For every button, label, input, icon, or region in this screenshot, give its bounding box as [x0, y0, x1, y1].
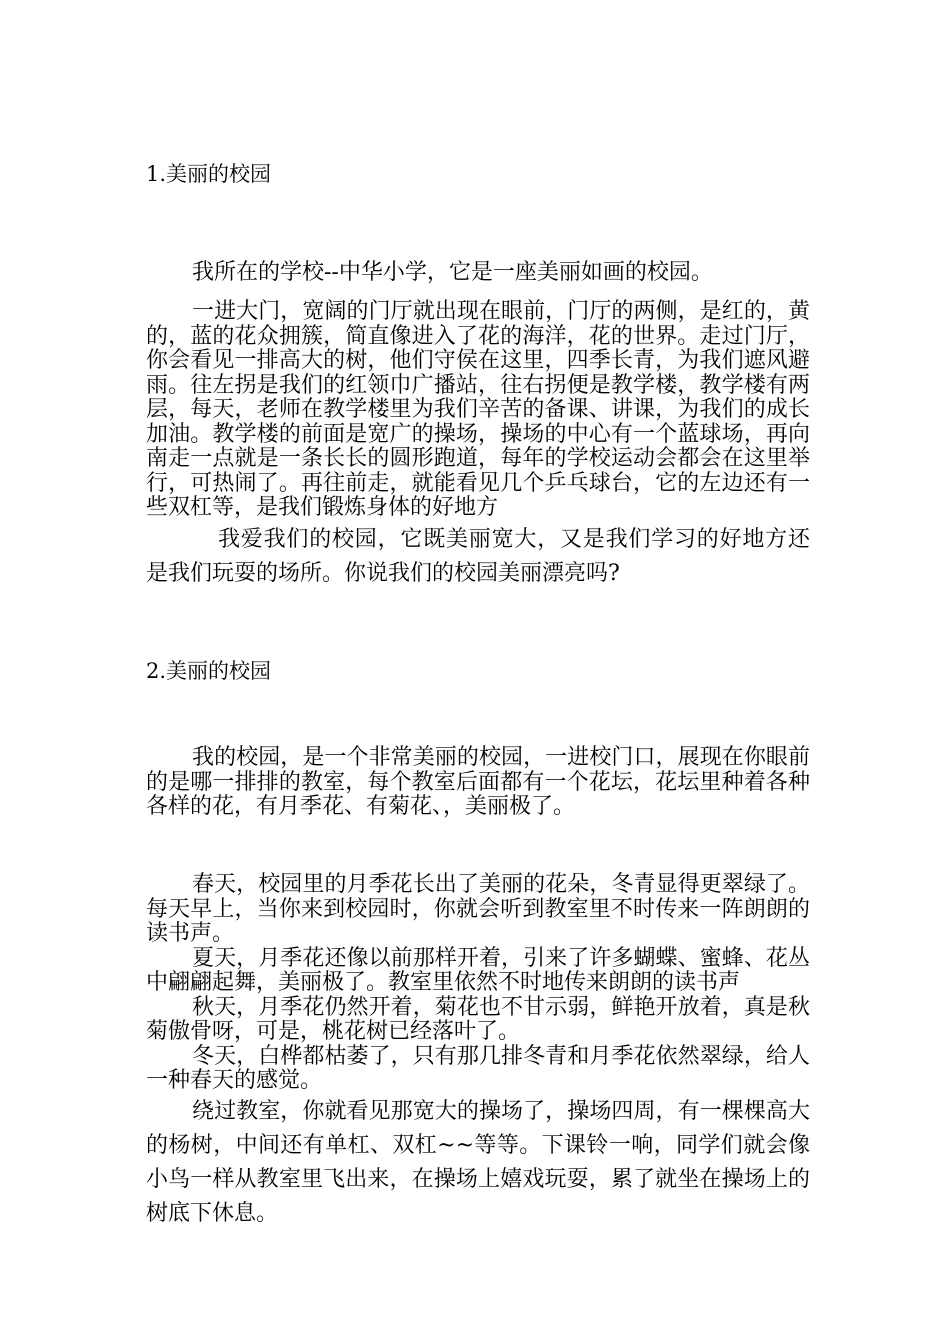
paragraph: 我所在的学校--中华小学，它是一座美丽如画的校园。 — [192, 260, 713, 285]
section-2-seasons — [146, 873, 810, 1094]
paragraph-summer: 夏天，月季花还像以前那样开着，引来了许多蝴蝶、蜜蜂、花丛中翩翩起舞，美丽极了。教室里依然不时地传来朗朗的读书声 — [146, 945, 810, 995]
section-2-intro — [146, 746, 810, 820]
section-1-intro — [146, 261, 810, 286]
paragraph: 我爱我们的校园，它既美丽宽大，又是我们学习的好地方还是我们玩耍的场所。你说我们的校园美丽漂亮吗? — [146, 527, 810, 586]
paragraph: 我的校园，是一个非常美丽的校园，一进校门口，展现在你眼前的是哪一排排的教室，每个教室后面都有一个花坛，花坛里种着各种各样的花，有月季花、有菊花、，美丽极了。 — [146, 745, 810, 819]
paragraph: 绕过教室，你就看见那宽大的操场了，操场四周，有一棵棵高大的杨树，中间还有单杠、双杠~~等等。下课铃一响，同学们就会像小鸟一样从教室里飞出来，在操场上嬉戏玩耍，累了就坐在操场上的树底下休息。 — [146, 1099, 810, 1226]
section-2-title: 2.美丽的校园 — [146, 659, 272, 683]
paragraph-spring: 春天，校园里的月季花长出了美丽的花朵，冬青显得更翠绿了。每天早上，当你来到校园时，你就会听到教室里不时传来一阵朗朗的读书声。 — [146, 872, 810, 946]
paragraph-winter: 冬天，白桦都枯萎了，只有那几排冬青和月季花依然翠绿，给人一种春天的感觉。 — [146, 1043, 810, 1093]
section-1-body — [146, 300, 810, 521]
section-1-title: 1.美丽的校园 — [146, 162, 272, 186]
paragraph-autumn: 秋天，月季花仍然开着，菊花也不甘示弱，鲜艳开放着，真是秋菊傲骨呀，可是，桃花树已经落叶了。 — [146, 994, 810, 1044]
section-1-closing — [146, 523, 810, 591]
section-2-playground — [146, 1095, 810, 1231]
paragraph: 一进大门，宽阔的门厅就出现在眼前，门厅的两侧，是红的，黄的，蓝的花众拥簇，简直像进入了花的海洋，花的世界。走过门厅，你会看见一排高大的树，他们守侯在这里，四季长青，为我们遮风避雨。往左拐是我们的红领巾广播站，往右拐便是教学楼，教学楼有两层，每天，老师在教学楼里为我们辛苦的备课、讲课，为我们的成长加油。教学楼的前面是宽广的操场，操场的中心有一个蓝球场，再向南走一点就是一条长长的圆形跑道，每年的学校运动会都会在这里举行，可热闹了。再往前走，就能看见几个乒乓球台，它的左边还有一些双杠等，是我们锻炼身体的好地方 — [146, 299, 810, 520]
